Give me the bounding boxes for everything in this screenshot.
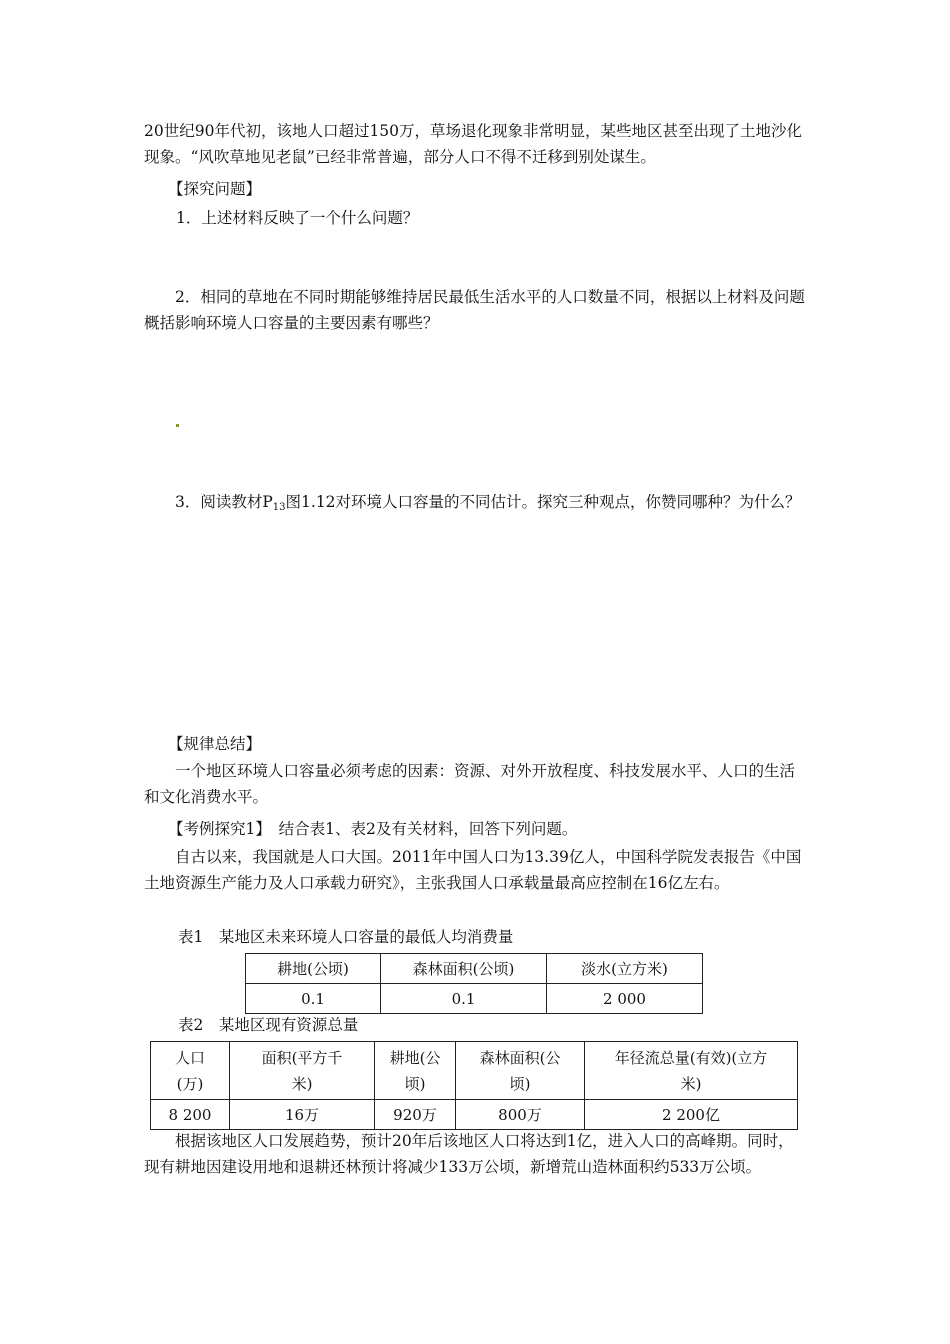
table-header-cell: 耕地(公顷) [246,954,381,984]
table-header-cell: 淡水(立方米) [547,954,703,984]
table-cell: 16万 [230,1100,375,1130]
question-1: 1．上述材料反映了一个什么问题？ [176,209,419,227]
table-2 [150,1041,798,1130]
question-3: 3．阅读教材$P_{13}$图1.12对环境人口容量的不同估计。探究三种观点，你赞同哪种？为什么？ [175,493,801,513]
table-cell: 920万 [375,1100,456,1130]
table-cell: 2 200亿 [585,1100,798,1130]
table-header-cell: 面积(平方千 米) [230,1042,375,1100]
table-header-row [246,954,703,984]
case-heading: 【考例探究1】 结合表1、表2及有关材料，回答下列问题。 [168,820,578,838]
table-row [151,1100,798,1130]
table-header-cell: 森林面积(公 顷) [456,1042,585,1100]
table-cell: 0.1 [381,984,547,1014]
table-header-cell: 森林面积(公顷) [381,954,547,984]
table1-caption: 表1 某地区未来环境人口容量的最低人均消费量 [178,928,514,946]
table2-caption: 表2 某地区现有资源总量 [178,1016,359,1034]
summary-paragraph: 一个地区环境人口容量必须考虑的因素：资源、对外开放程度、科技发展水平、人口的生活和文化消费水平。 [144,762,796,806]
table-1 [245,953,703,1014]
summary-heading: 【规律总结】 [168,735,262,753]
table-cell: 800万 [456,1100,585,1130]
final-paragraph: 根据该地区人口发展趋势，预计20年后该地区人口将达到1亿，进入人口的高峰期。同时，现有耕地因建设用地和退耕还林预计将减少133万公顷，新增荒山造林面积约533万公顷。 [144,1132,794,1176]
table-cell: 8 200 [151,1100,230,1130]
table-cell: 0.1 [246,984,381,1014]
question-2: 2．相同的草地在不同时期能够维持居民最低生活水平的人口数量不同，根据以上材料及问题概括影响环境人口容量的主要因素有哪些？ [144,288,805,332]
table-row [246,984,703,1014]
table-cell: 2 000 [547,984,703,1014]
table-header-cell: 耕地(公 顷) [375,1042,456,1100]
stray-mark [176,424,179,427]
table-header-cell: 人口 (万) [151,1042,230,1100]
table-header-row [151,1042,798,1100]
explore-heading: 【探究问题】 [168,180,262,198]
table-header-cell: 年径流总量(有效)(立方 米) [585,1042,798,1100]
case-paragraph: 自古以来，我国就是人口大国。2011年中国人口为13.39亿人，中国科学院发表报告《中国土地资源生产能力及人口承载力研究》，主张我国人口承载量最高应控制在16亿左右。 [144,848,802,892]
intro-paragraph: 20世纪90年代初，该地人口超过150万，草场退化现象非常明显，某些地区甚至出现了土地沙化现象。“风吹草地见老鼠”已经非常普遍，部分人口不得不迁移到别处谋生。 [144,122,803,166]
